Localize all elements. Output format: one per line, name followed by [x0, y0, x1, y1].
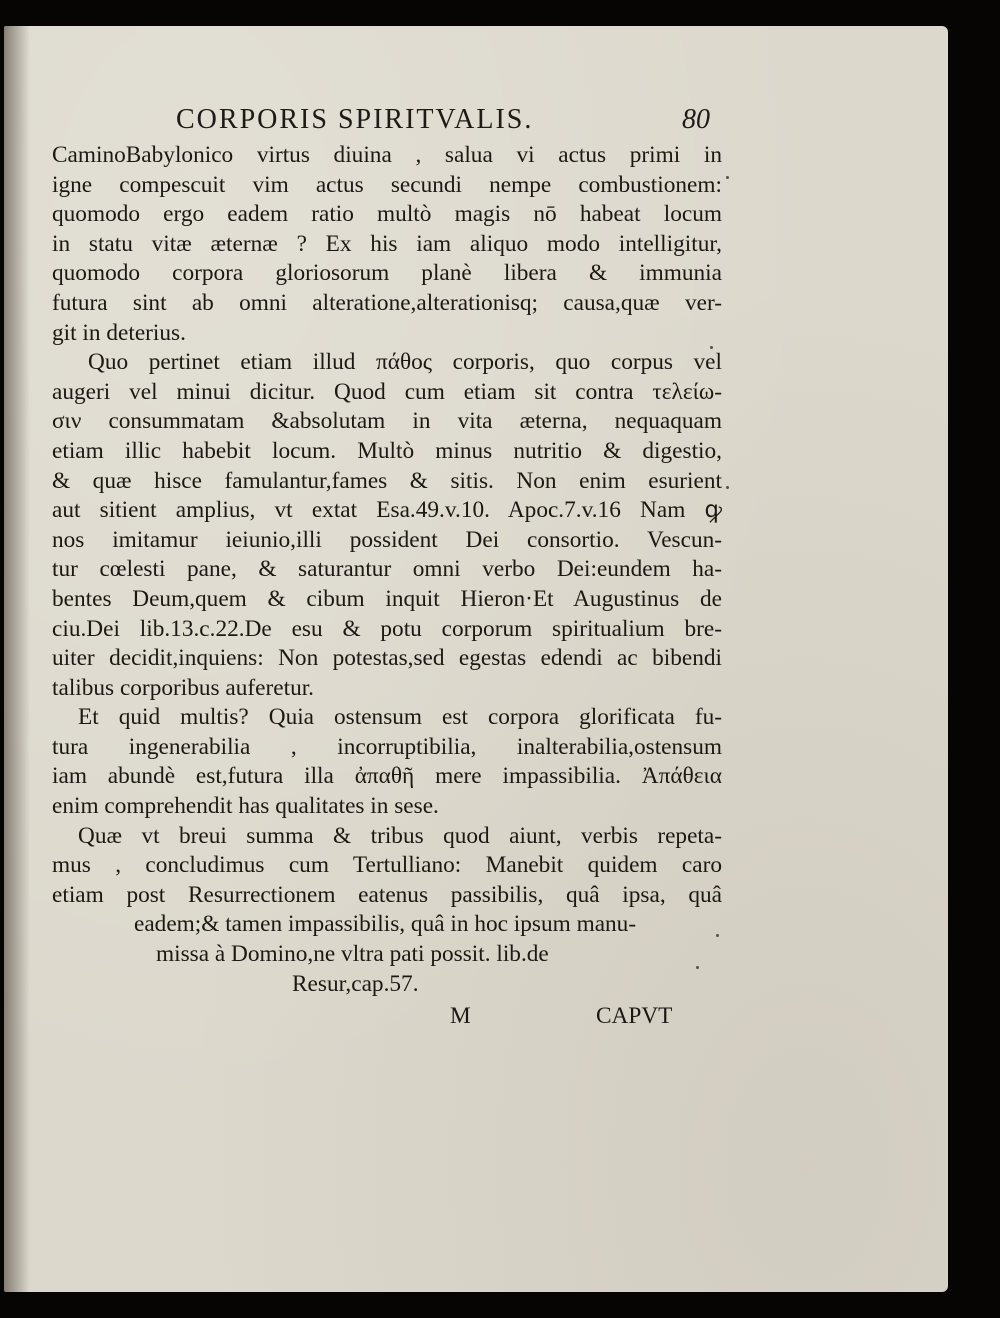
- paper-speck: [716, 934, 719, 937]
- text-line-25: mus , concludimus cum Tertulliano: Manebit quidem caro: [52, 852, 722, 879]
- text-line-12: & quæ hisce famulantur,fames & sitis. Non enim esurient: [52, 467, 722, 494]
- text-line-7: git in deterius.: [52, 319, 186, 346]
- text-line-28: missa à Domino,ne vltra pati possit. lib.de: [156, 941, 549, 968]
- text-line-8: Quo pertinet etiam illud πάθος corporis, quo corpus vel: [88, 349, 722, 376]
- text-line-20: Et quid multis? Quia ostensum est corpora glorificata fu-: [78, 704, 722, 731]
- paper-speck: [710, 346, 713, 349]
- text-line-26: etiam post Resurrectionem eatenus passibilis, quâ ipsa, quâ: [52, 881, 722, 908]
- text-line-1: CaminoBabylonico virtus diuina , salua vi actus primi in: [52, 142, 722, 168]
- page-number: 80: [682, 104, 710, 135]
- text-line-3: quomodo ergo eadem ratio multò magis nō habeat locum: [52, 201, 722, 228]
- text-line-17: ciu.Dei lib.13.c.22.De esu & potu corporum spiritualium bre-: [52, 615, 722, 642]
- text-line-21: tura ingenerabilia , incorruptibilia, inalterabilia,ostensum: [52, 733, 722, 760]
- text-line-19: talibus corporibus auferetur.: [52, 674, 315, 701]
- text-line-18: uiter decidit,inquiens: Non potestas,sed egestas edendi ac bibendi: [52, 645, 722, 672]
- running-head: [176, 100, 716, 140]
- book-page: [4, 26, 948, 1292]
- text-line-16: bentes Deum,quem & cibum inquit Hieron·Et Augustinus de: [52, 585, 722, 612]
- text-line-24: Quæ vt breui summa & tribus quod aiunt, verbis repeta-: [78, 822, 722, 849]
- text-line-29: Resur,cap.57.: [292, 970, 419, 997]
- paper-speck: [726, 176, 729, 179]
- text-line-9: augeri vel minui dicitur. Quod cum etiam sit contra τελείω-: [52, 378, 722, 405]
- catchword-row: [52, 999, 722, 1033]
- text-line-27: eadem;& tamen impassibilis, quâ in hoc ipsum manu-: [134, 911, 637, 938]
- running-head-title: CORPORIS SPIRITVALIS.: [176, 104, 534, 135]
- gutter-shadow: [4, 26, 30, 1292]
- text-line-10: σιν consummatam &absolutam in vita æterna, nequaquam: [52, 408, 722, 435]
- text-line-22: iam abundè est,futura illa ἀπαθῆ mere impassibilia. Ἀπάθεια: [52, 763, 722, 790]
- text-line-2: igne compescuit vim actus secundi nempe combustionem:: [52, 171, 722, 198]
- text-line-11: etiam illic habebit locum. Multò minus nutritio & digestio,: [52, 437, 722, 464]
- signature-mark: M: [450, 1003, 471, 1030]
- paper-speck: [696, 966, 699, 969]
- text-line-6: futura sint ab omni alteratione,alterationisq; causa,quæ ver-: [52, 289, 722, 316]
- catchword: CAPVT: [596, 1003, 673, 1030]
- text-line-13: aut sitient amplius, vt extat Esa.49.v.10. Apoc.7.v.16 Nam ꝙ: [52, 497, 722, 524]
- text-line-15: tur cœlesti pane, & saturantur omni verbo Dei:eundem ha-: [52, 556, 722, 583]
- text-line-23: enim comprehendit has qualitates in sese.: [52, 793, 439, 820]
- text-line-5: quomodo corpora gloriosorum planè libera & immunia: [52, 260, 722, 287]
- body-text: [52, 141, 722, 1033]
- text-line-4: in statu vitæ æternæ ? Ex his iam aliquo modo intelligitur,: [52, 230, 722, 257]
- paper-speck: [726, 486, 729, 489]
- text-line-14: nos imitamur ieiunio,illi possident Dei consortio. Vescun-: [52, 526, 722, 553]
